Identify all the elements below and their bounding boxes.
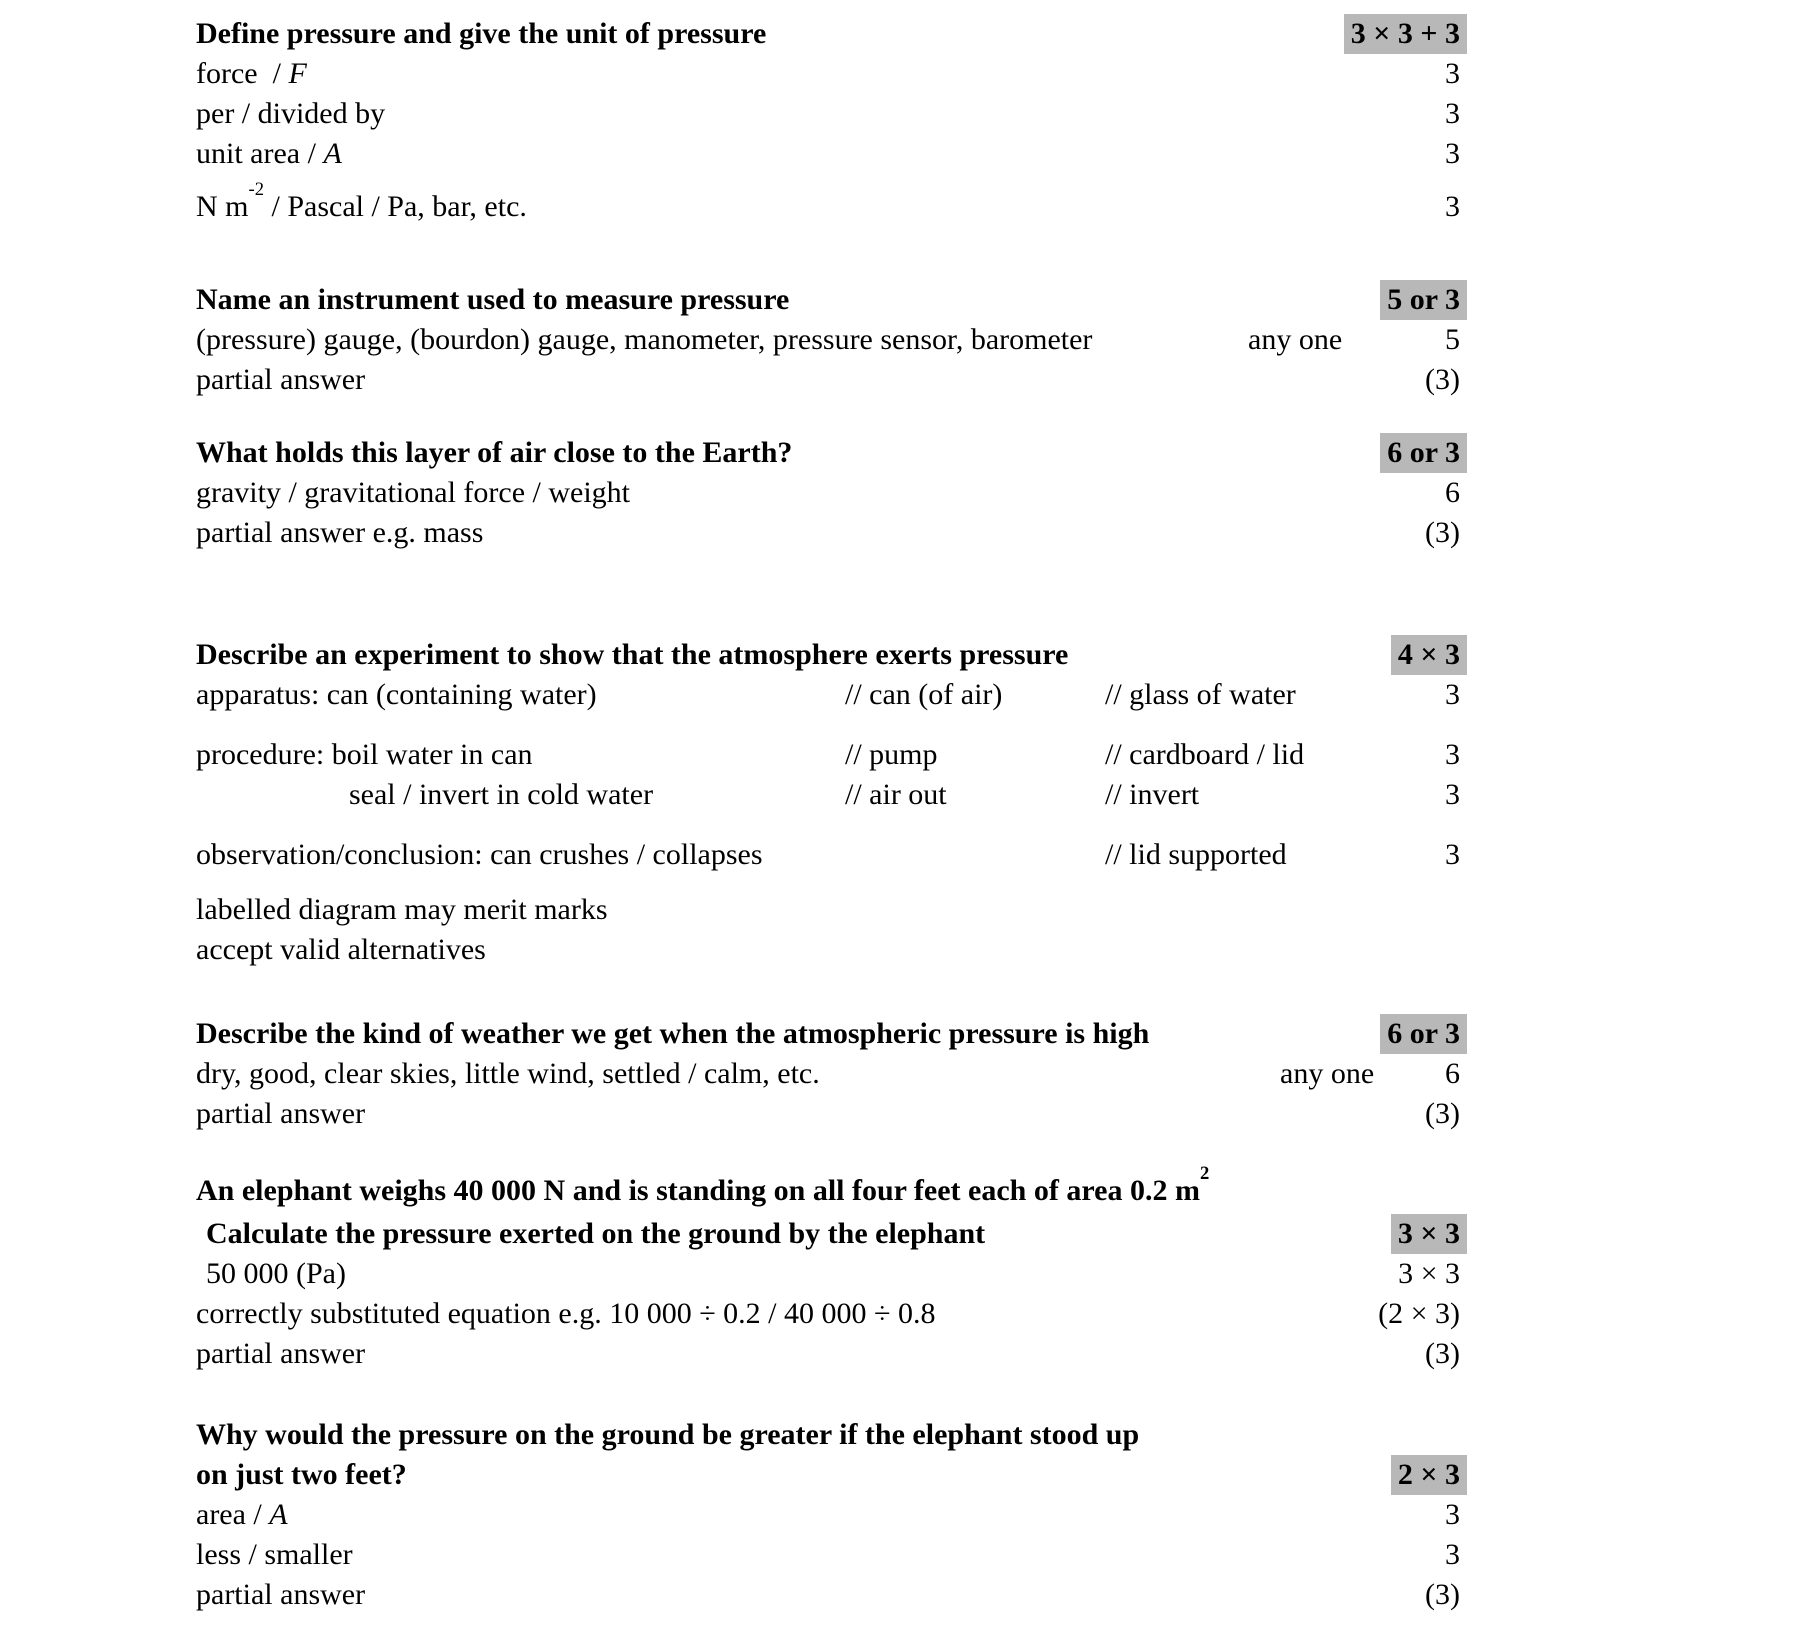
marks-badge: 2 × 3	[1391, 1455, 1467, 1495]
answer-line	[196, 513, 1460, 553]
alternative-2: // glass of water	[1105, 678, 1296, 711]
answer-text: gravity / gravitational force / weight	[196, 476, 631, 509]
answer-text: correctly substituted equation e.g. 10 000 ÷ 0.2 / 40 000 ÷ 0.8	[196, 1297, 936, 1330]
answer-line	[196, 178, 1460, 230]
apparatus-text: apparatus: can (containing water)	[196, 678, 597, 711]
answer-line	[196, 134, 1460, 174]
experiment-row	[196, 775, 1460, 815]
note-text: labelled diagram may merit marks	[196, 893, 608, 926]
spacer	[196, 815, 1460, 835]
marks-badge: 3 × 3	[1391, 1214, 1467, 1254]
section-two-feet	[196, 1415, 1460, 1615]
answer-text: 50 000 (Pa)	[206, 1257, 346, 1290]
mark-value: (3)	[1425, 1337, 1460, 1370]
mark-value: 3	[1445, 190, 1460, 223]
superscript: 2	[1199, 1162, 1210, 1184]
alternative-2: // invert	[1105, 778, 1200, 811]
answer-line	[196, 1054, 1460, 1094]
mark-value: 3	[1445, 97, 1460, 130]
examiner-note	[196, 930, 1460, 970]
section-weather	[196, 1014, 1460, 1134]
answer-line	[196, 1094, 1460, 1134]
spacer	[196, 875, 1460, 890]
section-elephant-calculation	[196, 1162, 1460, 1374]
alternative-1: // can (of air)	[845, 678, 1003, 711]
alternative-2: // lid supported	[1105, 838, 1287, 871]
answer-line	[196, 1575, 1460, 1615]
mark-value: 3	[1445, 137, 1460, 170]
question-line	[196, 635, 1460, 675]
answer-text: partial answer	[196, 363, 366, 396]
question-line	[196, 1214, 1460, 1254]
answer-text: unit area /	[196, 137, 324, 170]
answer-text: partial answer	[196, 1097, 366, 1130]
question-line	[196, 280, 1460, 320]
section-define-pressure	[196, 14, 1460, 230]
question-line	[196, 1455, 1460, 1495]
mark-value: 3	[1445, 1498, 1460, 1531]
question-line	[196, 1014, 1460, 1054]
answer-line	[196, 320, 1460, 360]
mark-value: (3)	[1425, 1097, 1460, 1130]
question-line	[196, 433, 1460, 473]
question-line	[196, 1415, 1460, 1455]
answer-symbol: A	[269, 1498, 288, 1531]
answer-text: (pressure) gauge, (bourdon) gauge, manometer, pressure sensor, barometer	[196, 323, 1093, 356]
procedure-text: procedure: boil water in can	[196, 738, 533, 771]
answer-line	[196, 1294, 1460, 1334]
condition-note: any one	[1280, 1057, 1375, 1090]
question-intro-line	[196, 1162, 1460, 1214]
answer-line	[196, 1495, 1460, 1535]
marks-badge: 6 or 3	[1380, 433, 1467, 473]
experiment-row	[196, 735, 1460, 775]
section-air-layer	[196, 433, 1460, 553]
answer-text: partial answer	[196, 1337, 366, 1370]
note-text: accept valid alternatives	[196, 933, 486, 966]
condition-note: any one	[1248, 323, 1343, 356]
answer-text: N m	[196, 190, 249, 223]
procedure-text: seal / invert in cold water	[349, 778, 654, 811]
answer-line	[196, 360, 1460, 400]
mark-value: 6	[1445, 1057, 1460, 1090]
marks-badge: 6 or 3	[1380, 1014, 1467, 1054]
mark-value: 3	[1445, 57, 1460, 90]
answer-symbol: A	[323, 137, 342, 170]
spacer	[196, 715, 1460, 735]
answer-line	[196, 54, 1460, 94]
answer-text: force /	[196, 57, 289, 90]
marks-badge: 5 or 3	[1380, 280, 1467, 320]
mark-value: 3	[1445, 778, 1460, 811]
mark-value: (3)	[1425, 1578, 1460, 1611]
alternative-1: // pump	[845, 738, 938, 771]
question-heading: Calculate the pressure exerted on the ground by the elephant	[206, 1217, 986, 1250]
mark-value: 6	[1445, 476, 1460, 509]
answer-line	[196, 1535, 1460, 1575]
section-instrument	[196, 280, 1460, 400]
section-experiment	[196, 635, 1460, 970]
question-heading: on just two feet?	[196, 1458, 407, 1491]
mark-value: (2 × 3)	[1378, 1297, 1460, 1330]
mark-value: 3 × 3	[1398, 1257, 1460, 1290]
answer-line	[196, 1254, 1460, 1294]
answer-text: partial answer	[196, 1578, 366, 1611]
answer-text: dry, good, clear skies, little wind, settled / calm, etc.	[196, 1057, 820, 1090]
answer-line	[196, 1334, 1460, 1374]
question-intro: An elephant weighs 40 000 N and is standing on all four feet each of area 0.2 m	[196, 1174, 1200, 1207]
mark-value: 3	[1445, 1538, 1460, 1571]
mark-value: 3	[1445, 738, 1460, 771]
mark-value: (3)	[1425, 516, 1460, 549]
answer-text: per / divided by	[196, 97, 386, 130]
alternative-1: // air out	[845, 778, 947, 811]
examiner-note	[196, 890, 1460, 930]
observation-text: observation/conclusion: can crushes / collapses	[196, 838, 763, 871]
mark-value: (3)	[1425, 363, 1460, 396]
superscript: -2	[248, 178, 264, 200]
answer-symbol: F	[288, 57, 307, 90]
question-heading: Describe an experiment to show that the atmosphere exerts pressure	[196, 638, 1069, 671]
answer-line	[196, 94, 1460, 134]
experiment-row	[196, 835, 1460, 875]
mark-value: 3	[1445, 678, 1460, 711]
question-heading: Describe the kind of weather we get when the atmospheric pressure is high	[196, 1017, 1150, 1050]
alternative-2: // cardboard / lid	[1105, 738, 1305, 771]
answer-text: area /	[196, 1498, 270, 1531]
answer-text: partial answer e.g. mass	[196, 516, 484, 549]
question-heading: Name an instrument used to measure pressure	[196, 283, 790, 316]
question-heading: Define pressure and give the unit of pressure	[196, 17, 767, 50]
question-line	[196, 14, 1460, 54]
mark-value: 5	[1445, 323, 1460, 356]
question-heading: Why would the pressure on the ground be greater if the elephant stood up	[196, 1418, 1140, 1451]
answer-text: / Pascal / Pa, bar, etc.	[264, 190, 527, 223]
marks-badge: 3 × 3 + 3	[1344, 14, 1467, 54]
marks-badge: 4 × 3	[1391, 635, 1467, 675]
mark-value: 3	[1445, 838, 1460, 871]
answer-text: less / smaller	[196, 1538, 353, 1571]
experiment-row	[196, 675, 1460, 715]
answer-line	[196, 473, 1460, 513]
question-heading: What holds this layer of air close to the Earth?	[196, 436, 793, 469]
